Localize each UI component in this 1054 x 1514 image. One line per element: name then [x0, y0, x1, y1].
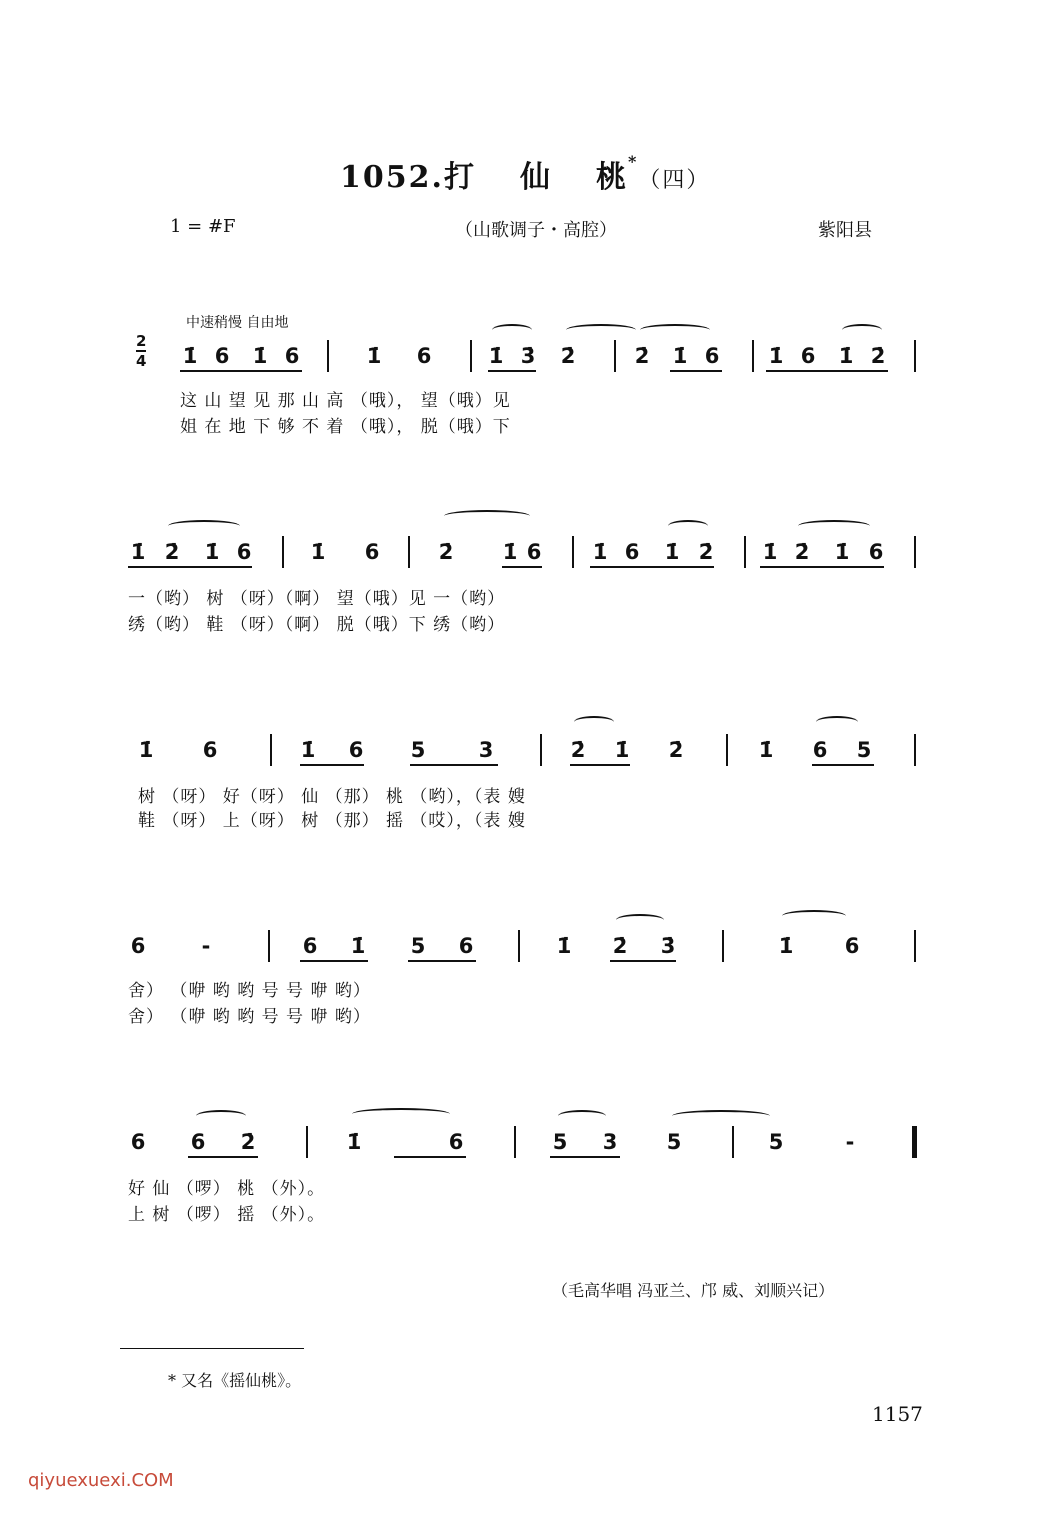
note: 3 — [478, 738, 494, 762]
note: 5 — [856, 738, 872, 762]
beam-underline — [570, 764, 630, 766]
barline — [726, 734, 728, 766]
note: 5 — [410, 934, 426, 958]
note: 1̇ — [300, 738, 316, 762]
note: 1̇ — [672, 344, 688, 368]
lyrics-verse-2: 上 树 （啰） 摇 （外）。 — [128, 1205, 326, 1225]
note: 1̇ — [768, 344, 784, 368]
note: 1̇ — [366, 344, 382, 368]
note: 6 — [416, 344, 432, 368]
barline — [614, 340, 616, 372]
slur — [842, 324, 882, 336]
beam-underline — [610, 960, 676, 962]
note: 1̇ — [488, 344, 504, 368]
note: 6 — [812, 738, 828, 762]
note: 1̇ — [130, 540, 146, 564]
note: 5 — [768, 1130, 784, 1154]
note: 5 — [552, 1130, 568, 1154]
note: 6 — [214, 344, 230, 368]
beam-underline — [410, 764, 498, 766]
note: 5 — [666, 1130, 682, 1154]
note: 6 — [202, 738, 218, 762]
beam-underline — [502, 566, 542, 568]
slur — [616, 914, 664, 926]
note: 1̇ — [758, 738, 774, 762]
beam-underline — [550, 1156, 620, 1158]
note: 6 — [130, 1130, 146, 1154]
performer-credit: （毛高华唱 冯亚兰、邝 威、刘顺兴记） — [552, 1281, 835, 1300]
beam-underline — [180, 370, 302, 372]
beam-underline — [488, 370, 536, 372]
note: 1̇ — [346, 1130, 362, 1154]
tempo-marking: 中速稍慢 自由地 — [186, 315, 289, 331]
song-title: 1052.打 仙 桃*（四） — [340, 152, 711, 195]
lyrics-verse-2: 绣（哟） 鞋 （呀）（啊） 脱（哦）下 绣（哟） — [128, 615, 506, 635]
note: 6 — [448, 1130, 464, 1154]
page-number: 1157 — [872, 1402, 923, 1426]
slur — [782, 910, 846, 922]
beam-underline — [300, 764, 364, 766]
slur — [640, 324, 710, 336]
note: 1̇ — [664, 540, 680, 564]
note: 2̇ — [612, 934, 628, 958]
beam-underline — [670, 370, 722, 372]
note: 6 — [348, 738, 364, 762]
note: 6 — [364, 540, 380, 564]
slur — [444, 510, 530, 522]
region-label: 紫阳县 — [818, 220, 872, 241]
barline — [752, 340, 754, 372]
note: 2̇ — [438, 540, 454, 564]
beam-underline — [812, 764, 874, 766]
note: 6 — [190, 1130, 206, 1154]
note: 1̇ — [834, 540, 850, 564]
beam-underline — [128, 566, 252, 568]
note: 1̇ — [838, 344, 854, 368]
note: 1̇ — [762, 540, 778, 564]
lyrics-verse-1: 树 （呀） 好（呀） 仙 （那） 桃 （哟），（表 嫂 — [138, 787, 526, 807]
slur — [668, 520, 708, 532]
barline — [722, 930, 724, 962]
note: 6 — [302, 934, 318, 958]
lyrics-verse-1: 舍） （咿 哟 哟 号 号 咿 哟） — [128, 981, 371, 1001]
barline — [744, 536, 746, 568]
barline — [268, 930, 270, 962]
slur — [168, 520, 240, 532]
barline — [732, 1126, 734, 1158]
note: 2̇ — [794, 540, 810, 564]
note: 6 — [704, 344, 720, 368]
watermark: qiyuexuexi.COM — [28, 1470, 174, 1491]
note: 2̇ — [634, 344, 650, 368]
barline — [282, 536, 284, 568]
beam-underline — [394, 1156, 466, 1158]
note: 3̇ — [660, 934, 676, 958]
beam-underline — [188, 1156, 258, 1158]
lyrics-verse-2: 姐 在 地 下 够 不 着 （哦）， 脱（哦）下 — [180, 417, 511, 437]
note: 1̇ — [556, 934, 572, 958]
slur — [574, 716, 614, 728]
lyrics-verse-1: 这 山 望 见 那 山 高 （哦）， 望（哦）见 — [180, 391, 511, 411]
note: 6 — [130, 934, 146, 958]
footnote: * 又名《摇仙桃》。 — [168, 1371, 302, 1390]
beam-underline — [300, 960, 368, 962]
beam-underline — [766, 370, 888, 372]
note: 2̇ — [668, 738, 684, 762]
note: 2̇ — [570, 738, 586, 762]
note: 1̇ — [204, 540, 220, 564]
note: 1̇ — [310, 540, 326, 564]
beam-underline — [590, 566, 714, 568]
lyrics-verse-2: 鞋 （呀） 上（呀） 树 （那） 摇 （哎），（表 嫂 — [138, 811, 526, 831]
note: 1̇ — [614, 738, 630, 762]
note: 1̇ — [778, 934, 794, 958]
note: 6 — [624, 540, 640, 564]
barline — [914, 734, 916, 766]
key-signature: 1 = #F — [170, 216, 236, 237]
note: 2̇ — [560, 344, 576, 368]
note: 6 — [284, 344, 300, 368]
note: 1̇ — [182, 344, 198, 368]
slur — [672, 1110, 770, 1122]
footnote-divider — [120, 1348, 304, 1349]
song-subtitle: （山歌调子・高腔） — [455, 220, 617, 241]
lyrics-verse-1: 一（哟） 树 （呀）（啊） 望（哦）见 一（哟） — [128, 589, 506, 609]
beam-underline — [760, 566, 884, 568]
slur — [558, 1110, 606, 1122]
barline — [914, 930, 916, 962]
barline — [514, 1126, 516, 1158]
slur — [798, 520, 870, 532]
note: 6 — [526, 540, 542, 564]
barline — [572, 536, 574, 568]
note: 1̇ — [252, 344, 268, 368]
time-signature: 2 4 — [136, 332, 147, 370]
slur — [352, 1108, 450, 1120]
barline — [327, 340, 329, 372]
barline — [408, 536, 410, 568]
note: 5 — [410, 738, 426, 762]
note: 6 — [844, 934, 860, 958]
barline — [306, 1126, 308, 1158]
slur — [816, 716, 858, 728]
slur — [566, 324, 636, 336]
note: 6 — [236, 540, 252, 564]
note: 3 — [602, 1130, 618, 1154]
note: 1̇ — [350, 934, 366, 958]
note: 1̇ — [592, 540, 608, 564]
final-barline — [912, 1126, 917, 1158]
barline — [518, 930, 520, 962]
barline — [470, 340, 472, 372]
barline — [914, 340, 916, 372]
note: 3̇ — [520, 344, 536, 368]
beam-underline — [408, 960, 476, 962]
barline — [540, 734, 542, 766]
note: 2̇ — [240, 1130, 256, 1154]
note: 6 — [868, 540, 884, 564]
lyrics-verse-1: 好 仙 （啰） 桃 （外）。 — [128, 1179, 326, 1199]
slur — [492, 324, 532, 336]
note: 2̇ — [164, 540, 180, 564]
slur — [196, 1110, 246, 1122]
note: 1̇ — [502, 540, 518, 564]
lyrics-verse-2: 舍） （咿 哟 哟 号 号 咿 哟） — [128, 1007, 371, 1027]
note: - — [845, 1130, 855, 1154]
barline — [914, 536, 916, 568]
note: 2̇ — [870, 344, 886, 368]
barline — [270, 734, 272, 766]
note: 1̇ — [138, 738, 154, 762]
note: - — [201, 934, 211, 958]
note: 2̇ — [698, 540, 714, 564]
note: 6 — [458, 934, 474, 958]
note: 6 — [800, 344, 816, 368]
